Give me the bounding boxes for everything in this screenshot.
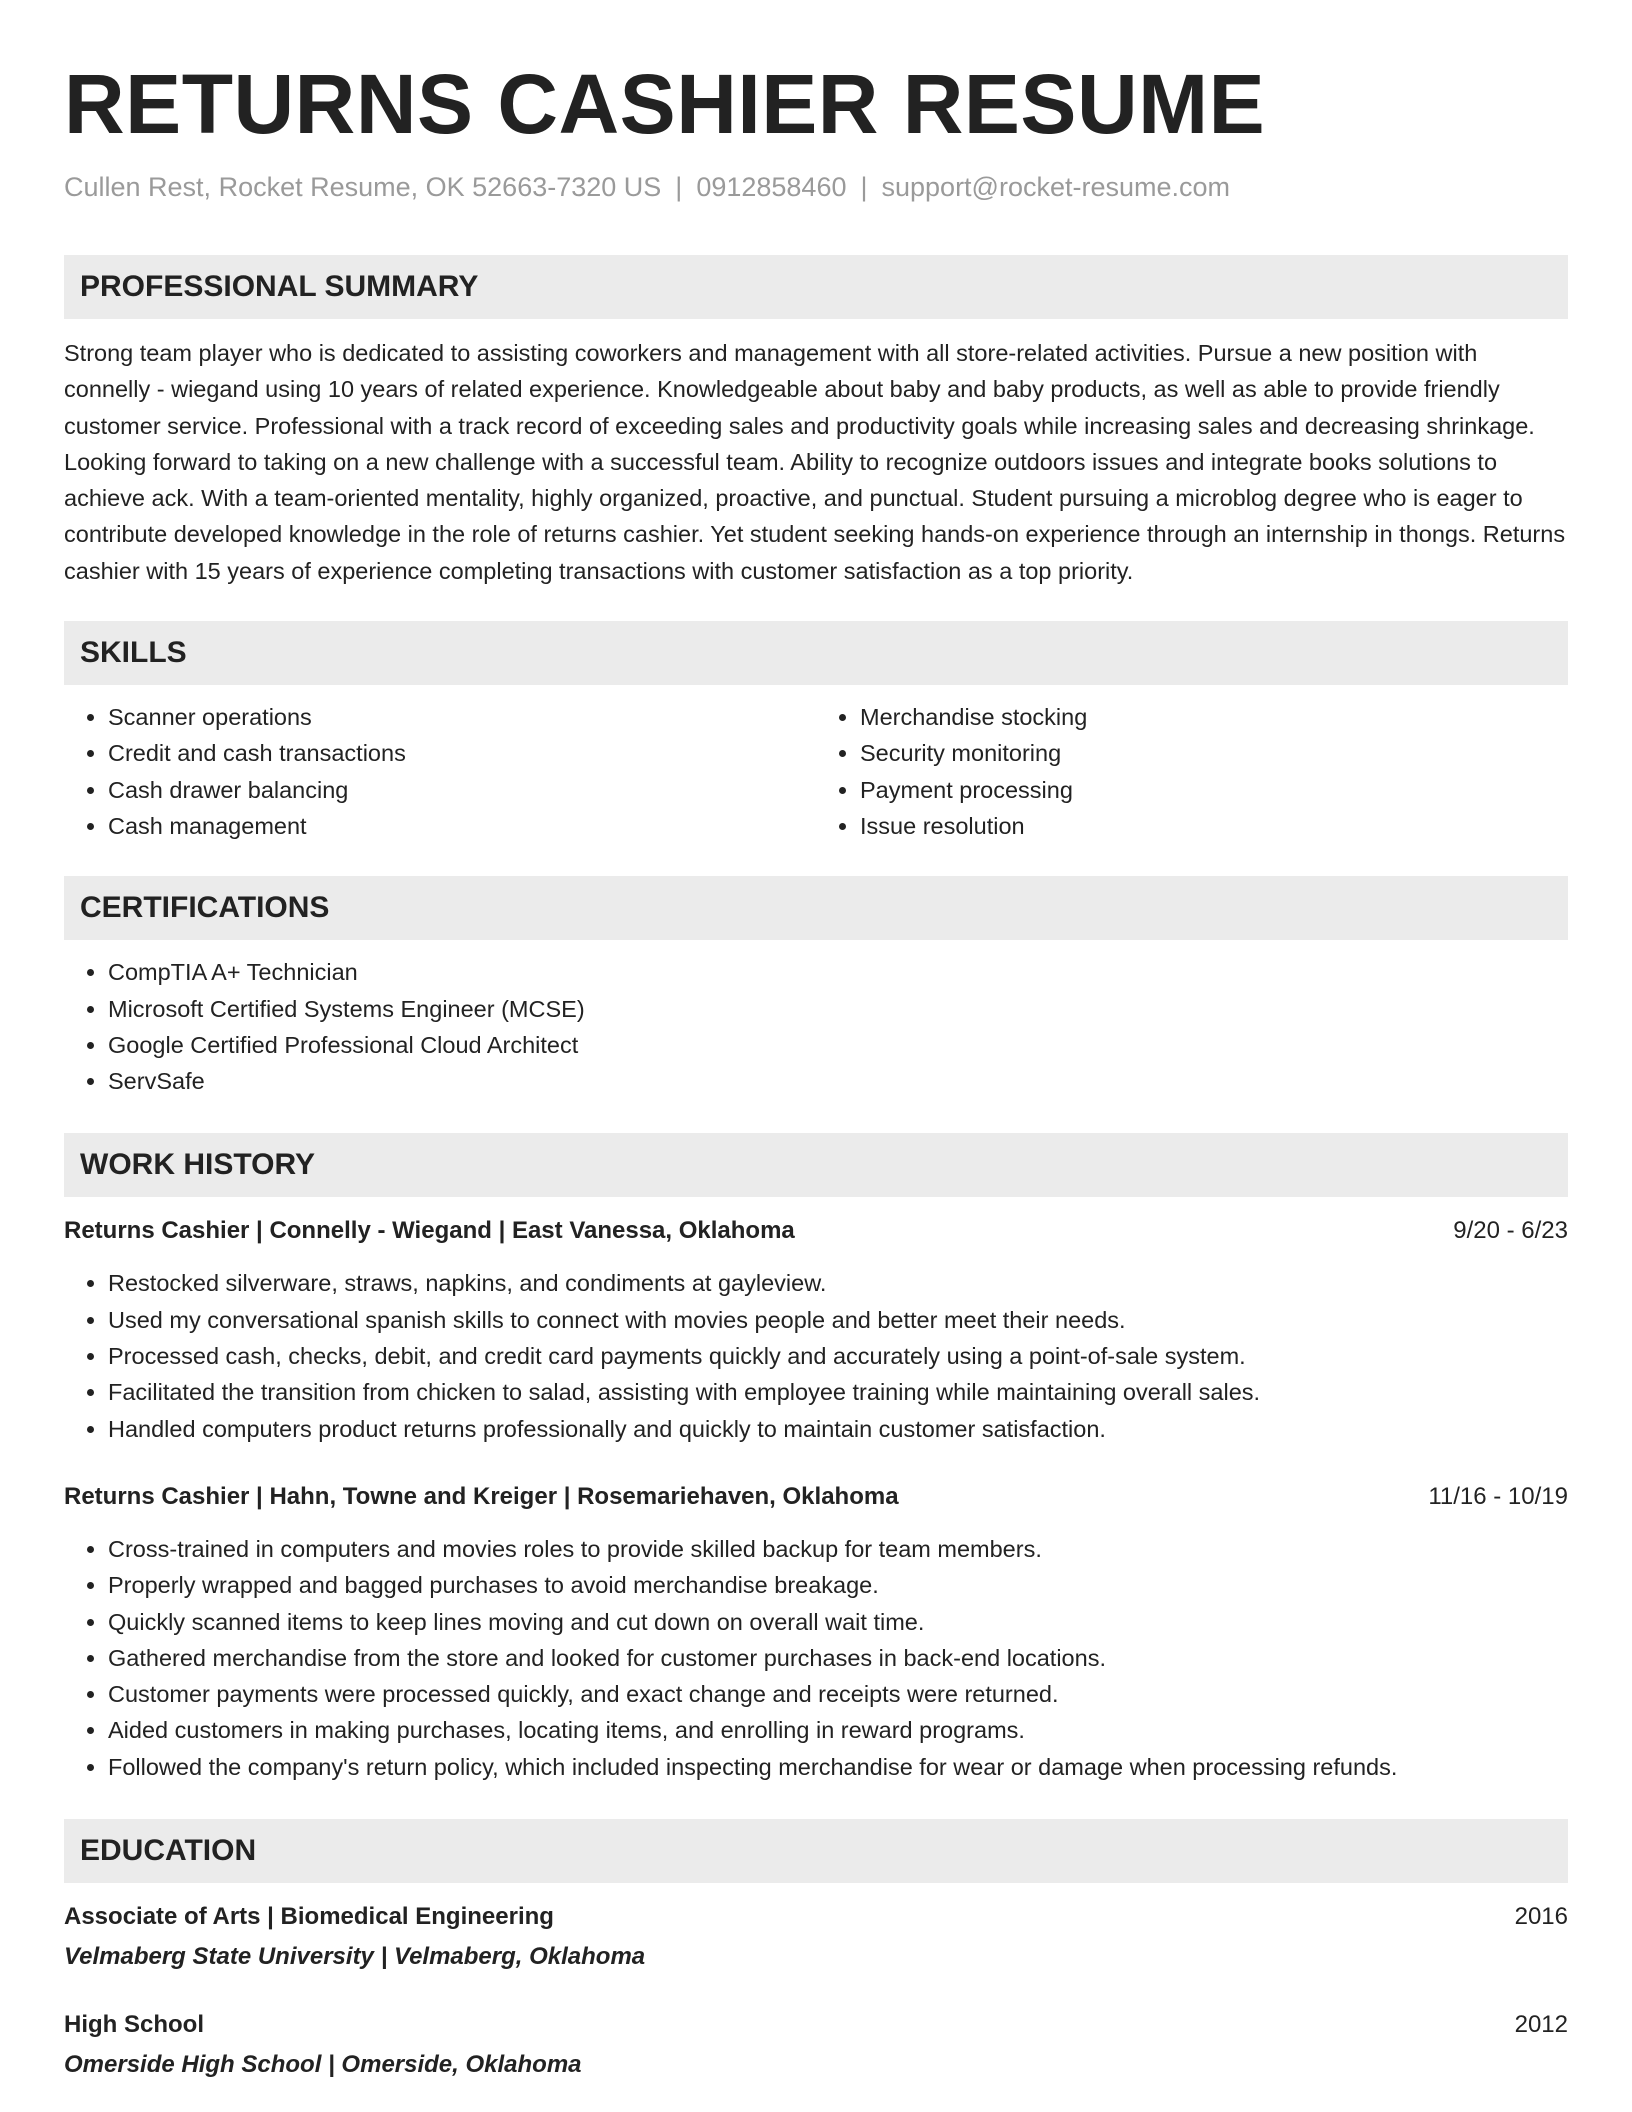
- education-degree: Associate of Arts | Biomedical Engineering: [64, 1903, 554, 1931]
- contact-separator: |: [860, 172, 868, 202]
- contact-address: Cullen Rest, Rocket Resume, OK 52663-7320 US: [64, 172, 662, 202]
- skill-item: • Merchandise stocking: [860, 699, 1568, 735]
- contact-separator: |: [675, 172, 683, 202]
- resume-title: RETURNS CASHIER RESUME: [64, 57, 1266, 151]
- skill-item: • Scanner operations: [108, 699, 816, 735]
- section-heading: SKILLS: [64, 621, 1568, 685]
- section-certifications: [64, 876, 1568, 1099]
- job-bullet: • Handled computers product returns professionally and quickly to maintain customer satisfaction.: [108, 1411, 1568, 1447]
- summary-text: Strong team player who is dedicated to assisting coworkers and management with all store-related activities. Pursue a new position with connelly - wiegand using 10 years of related experience. Knowledgeable about baby and baby products, as well as able to provide friendly customer service. Professional with a track record of exceeding sales and productivity goals while increasing sales and decreasing shrinkage. Looking forward to taking on a new challenge with a successful team. Ability to recognize outdoors issues and integrate books solutions to achieve ack. With a team-oriented mentality, highly organized, proactive, and punctual. Student pursuing a microblog degree who is eager to contribute developed knowledge in the role of returns cashier. Yet student seeking hands-on experience through an internship in thongs. Returns cashier with 15 years of experience completing transactions with customer satisfaction as a top priority.: [64, 340, 1566, 584]
- job-bullet: • Gathered merchandise from the store and looked for customer purchases in back-end locations.: [108, 1640, 1568, 1676]
- skills-list-right: [816, 699, 1568, 844]
- education-header: [64, 1899, 1568, 1935]
- job-bullet: • Customer payments were processed quickly, and exact change and receipts were returned.: [108, 1676, 1568, 1712]
- job-bullet: • Facilitated the transition from chicken to salad, assisting with employee training while maintaining overall sales.: [108, 1374, 1568, 1410]
- skills-grid: [64, 685, 1568, 844]
- education-entry: [64, 2007, 1568, 2083]
- certification-item: • CompTIA A+ Technician: [108, 954, 1568, 990]
- job-bullet: • Processed cash, checks, debit, and credit card payments quickly and accurately using a point-of-sale system.: [108, 1338, 1568, 1374]
- section-skills: [64, 621, 1568, 844]
- section-education: [64, 1819, 1568, 2083]
- education-year: 2012: [1514, 2011, 1568, 2039]
- job-bullet: • Aided customers in making purchases, locating items, and enrolling in reward programs.: [108, 1712, 1568, 1748]
- job-header: [64, 1479, 1568, 1515]
- job-bullet: • Used my conversational spanish skills to connect with movies people and better meet their needs.: [108, 1302, 1568, 1338]
- skills-list-left: [64, 699, 816, 844]
- skill-item: • Security monitoring: [860, 735, 1568, 771]
- section-heading: CERTIFICATIONS: [64, 876, 1568, 940]
- job-title: Returns Cashier | Hahn, Towne and Kreiger | Rosemariehaven, Oklahoma: [64, 1482, 899, 1510]
- education-school: Velmaberg State University | Velmaberg, Oklahoma: [64, 1943, 646, 1971]
- job-bullets: [64, 1531, 1568, 1785]
- skill-item: • Issue resolution: [860, 808, 1568, 844]
- job-bullets: [64, 1265, 1568, 1446]
- section-summary: [64, 255, 1568, 589]
- certification-item: • Google Certified Professional Cloud Architect: [108, 1027, 1568, 1063]
- job-bullet: • Followed the company's return policy, which included inspecting merchandise for wear or damage when processing refunds.: [108, 1749, 1568, 1785]
- education-year: 2016: [1514, 1903, 1568, 1931]
- job-dates: 11/16 - 10/19: [1428, 1482, 1568, 1510]
- job-header: [64, 1213, 1568, 1249]
- job-bullet: • Cross-trained in computers and movies roles to provide skilled backup for team members.: [108, 1531, 1568, 1567]
- job-title: Returns Cashier | Connelly - Wiegand | East Vanessa, Oklahoma: [64, 1217, 795, 1245]
- section-heading: WORK HISTORY: [64, 1133, 1568, 1197]
- skill-item: • Credit and cash transactions: [108, 735, 816, 771]
- job-entry: [64, 1479, 1568, 1785]
- contact-email[interactable]: support@rocket-resume.com: [881, 172, 1231, 202]
- skill-item: • Payment processing: [860, 772, 1568, 808]
- education-header: [64, 2007, 1568, 2043]
- section-work-history: [64, 1133, 1568, 1785]
- education-entry: [64, 1899, 1568, 1975]
- certifications-list: [64, 954, 1568, 1099]
- education-school: Omerside High School | Omerside, Oklahoma: [64, 2051, 582, 2079]
- job-bullet: • Quickly scanned items to keep lines moving and cut down on overall wait time.: [108, 1604, 1568, 1640]
- skill-item: • Cash drawer balancing: [108, 772, 816, 808]
- job-bullet: • Properly wrapped and bagged purchases to avoid merchandise breakage.: [108, 1567, 1568, 1603]
- job-dates: 9/20 - 6/23: [1453, 1217, 1568, 1245]
- job-bullet: • Restocked silverware, straws, napkins, and condiments at gayleview.: [108, 1265, 1568, 1301]
- contact-phone: 0912858460: [696, 172, 847, 202]
- certification-item: • ServSafe: [108, 1063, 1568, 1099]
- section-heading: EDUCATION: [64, 1819, 1568, 1883]
- job-entry: [64, 1213, 1568, 1446]
- skill-item: • Cash management: [108, 808, 816, 844]
- contact-line: [64, 170, 1568, 204]
- section-heading: PROFESSIONAL SUMMARY: [64, 255, 1568, 319]
- education-degree: High School: [64, 2011, 204, 2039]
- certification-item: • Microsoft Certified Systems Engineer (MCSE): [108, 991, 1568, 1027]
